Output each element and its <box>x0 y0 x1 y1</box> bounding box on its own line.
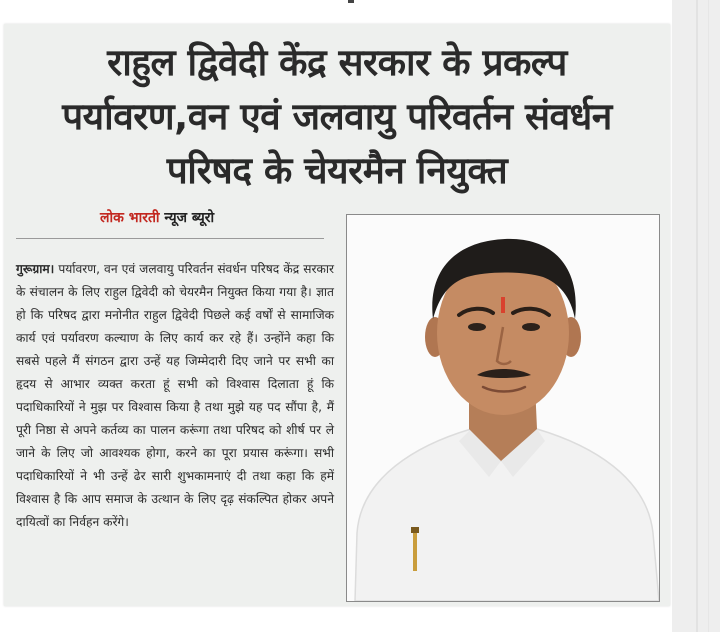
byline-rule <box>16 238 324 239</box>
page-fold-line <box>696 0 698 632</box>
headline-line-2: पर्यावरण,वन एवं जलवायु परिवर्तन संवर्धन <box>62 95 612 138</box>
headline <box>4 36 670 198</box>
dateline: गुरूग्राम। <box>16 262 55 276</box>
portrait-photo-icon <box>347 215 659 601</box>
portrait-photo <box>346 214 660 602</box>
article-body <box>16 258 334 534</box>
headline-line-3: परिषद के चेयरमैन नियुक्त <box>166 149 508 192</box>
page-edge-mark <box>348 0 354 3</box>
page-fold-line <box>708 0 709 632</box>
byline-source: लोक भारती <box>100 210 160 226</box>
byline-bureau: न्यूज ब्यूरो <box>164 210 215 226</box>
news-clipping <box>4 24 670 606</box>
byline <box>100 208 214 227</box>
adjacent-page-strip <box>672 0 720 632</box>
headline-line-1: राहुल द्विवेदी केंद्र सरकार के प्रकल्प <box>107 41 567 84</box>
article-body-text: पर्यावरण, वन एवं जलवायु परिवर्तन संवर्धन परिषद केंद्र सरकार के संचालन के लिए राहुल द्विवेदी को चेयरमैन नियुक्त किया गया है। ज्ञात हो कि परिषद द्वारा मनोनीत राहुल द्विवेदी पिछले कई वर्षों से सामाजिक कार्य एवं पर्यावरण कल्याण के लिए कार्य कर रहे हैं। उन्होंने कहा कि सबसे पहले मैं संगठन द्वारा उन्हें यह जिम्मेदारी दिए जाने पर सभी का हृदय से आभार व्यक्त करता हूं सभी को विश्वास दिलाता हूं कि पदाधिकारियों ने मुझ पर विश्वास किया है तथा मुझे यह पद सौंपा है, मैं पूरी निष्ठा से अपने कर्तव्य का पालन करूंगा तथा परिषद को शीर्ष पर ले जाने के लिए जो आवश्यक होगा, करने का पूरा प्रयास करूंगा। सभी पदाधिकारियों ने भी उन्हें ढेर सारी शुभकामनाएं दी तथा कहा कि हमें विश्वास है कि आप समाज के उत्थान के लिए दृढ़ संकल्पित होकर अपने दायित्वों का निर्वहन करेंगे। <box>16 262 334 529</box>
